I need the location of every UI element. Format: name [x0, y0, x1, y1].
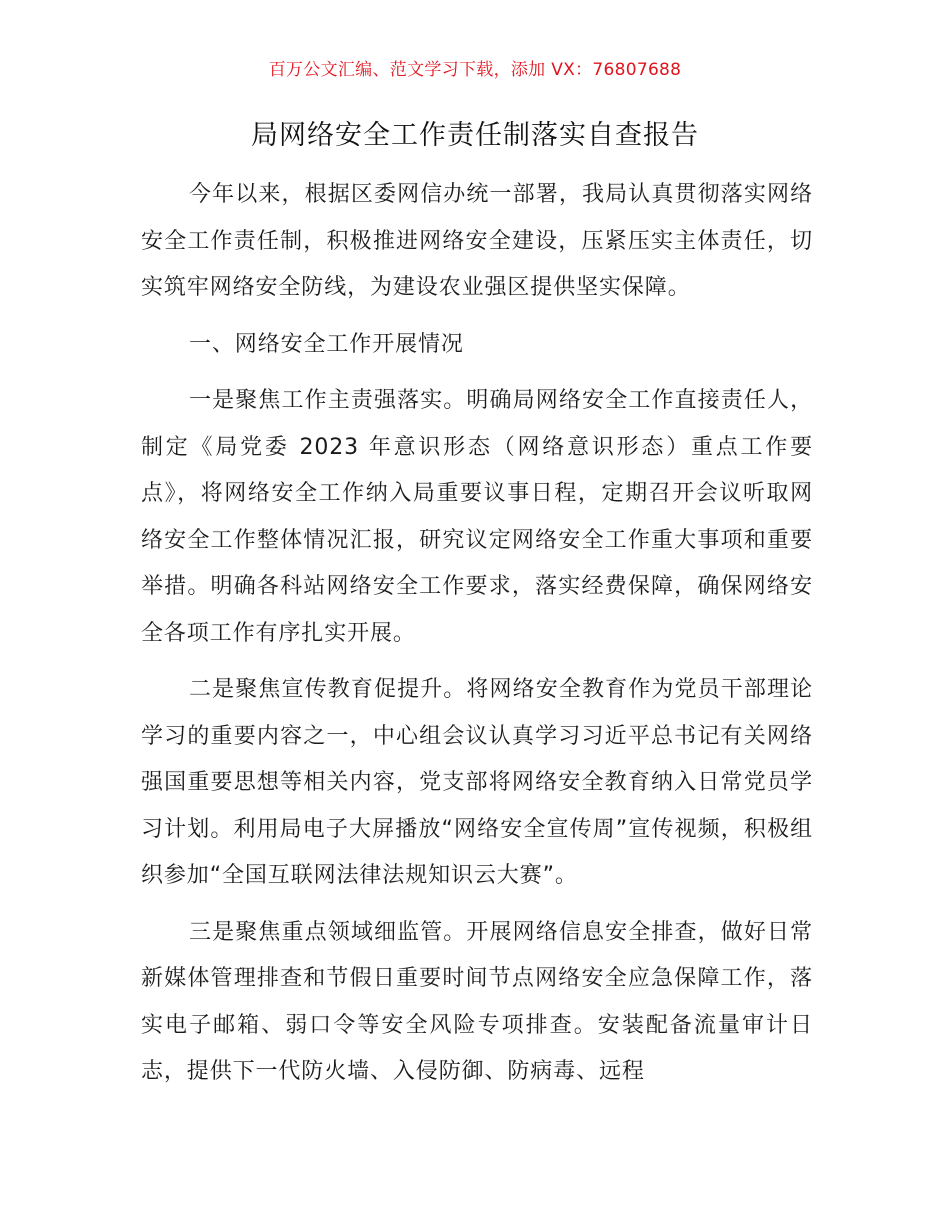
paragraph-point-two: 二是聚焦宣传教育促提升。将网络安全教育作为党员干部理论学习的重要内容之一，中心组会议认真学习习近平总书记有关网络强国重要思想等相关内容，党支部将网络安全教育纳入日常党员学习计划。利用局电子大屏播放“网络安全宣传周”宣传视频，积极组织参加“全国互联网法律法规知识云大赛”。	[141, 677, 813, 888]
paragraph-point-three: 三是聚焦重点领域细监管。开展网络信息安全排查，做好日常新媒体管理排查和节假日重要时间节点网络安全应急保障工作，落实电子邮箱、弱口令等安全风险专项排查。安装配备流量审计日志，提供下一代防火墙、入侵防御、防病毒、远程	[141, 919, 813, 1084]
section-heading: 一、网络安全工作开展情况	[189, 331, 464, 357]
promo-banner-text: 百万公文汇编、范文学习下载，添加 VX：76807688	[268, 60, 682, 80]
document-body	[141, 172, 813, 1106]
paragraph-point-one: 一是聚焦工作主责强落实。明确局网络安全工作直接责任人，制定《局党委 2023 年意识形态（网络意识形态）重点工作要点》，将网络安全工作纳入局重要议事日程，定期召开会议听取网络安全工作整体情况汇报，研究议定网络安全工作重大事项和重要举措。明确各科站网络安全工作要求，落实经费保障，确保网络安全各项工作有序扎实开展。	[141, 388, 813, 646]
document-title: 局网络安全工作责任制落实自查报告	[251, 120, 699, 151]
intro-paragraph: 今年以来，根据区委网信办统一部署，我局认真贯彻落实网络安全工作责任制，积极推进网络安全建设，压紧压实主体责任，切实筑牢网络安全防线，为建设农业强区提供坚实保障。	[141, 182, 813, 300]
